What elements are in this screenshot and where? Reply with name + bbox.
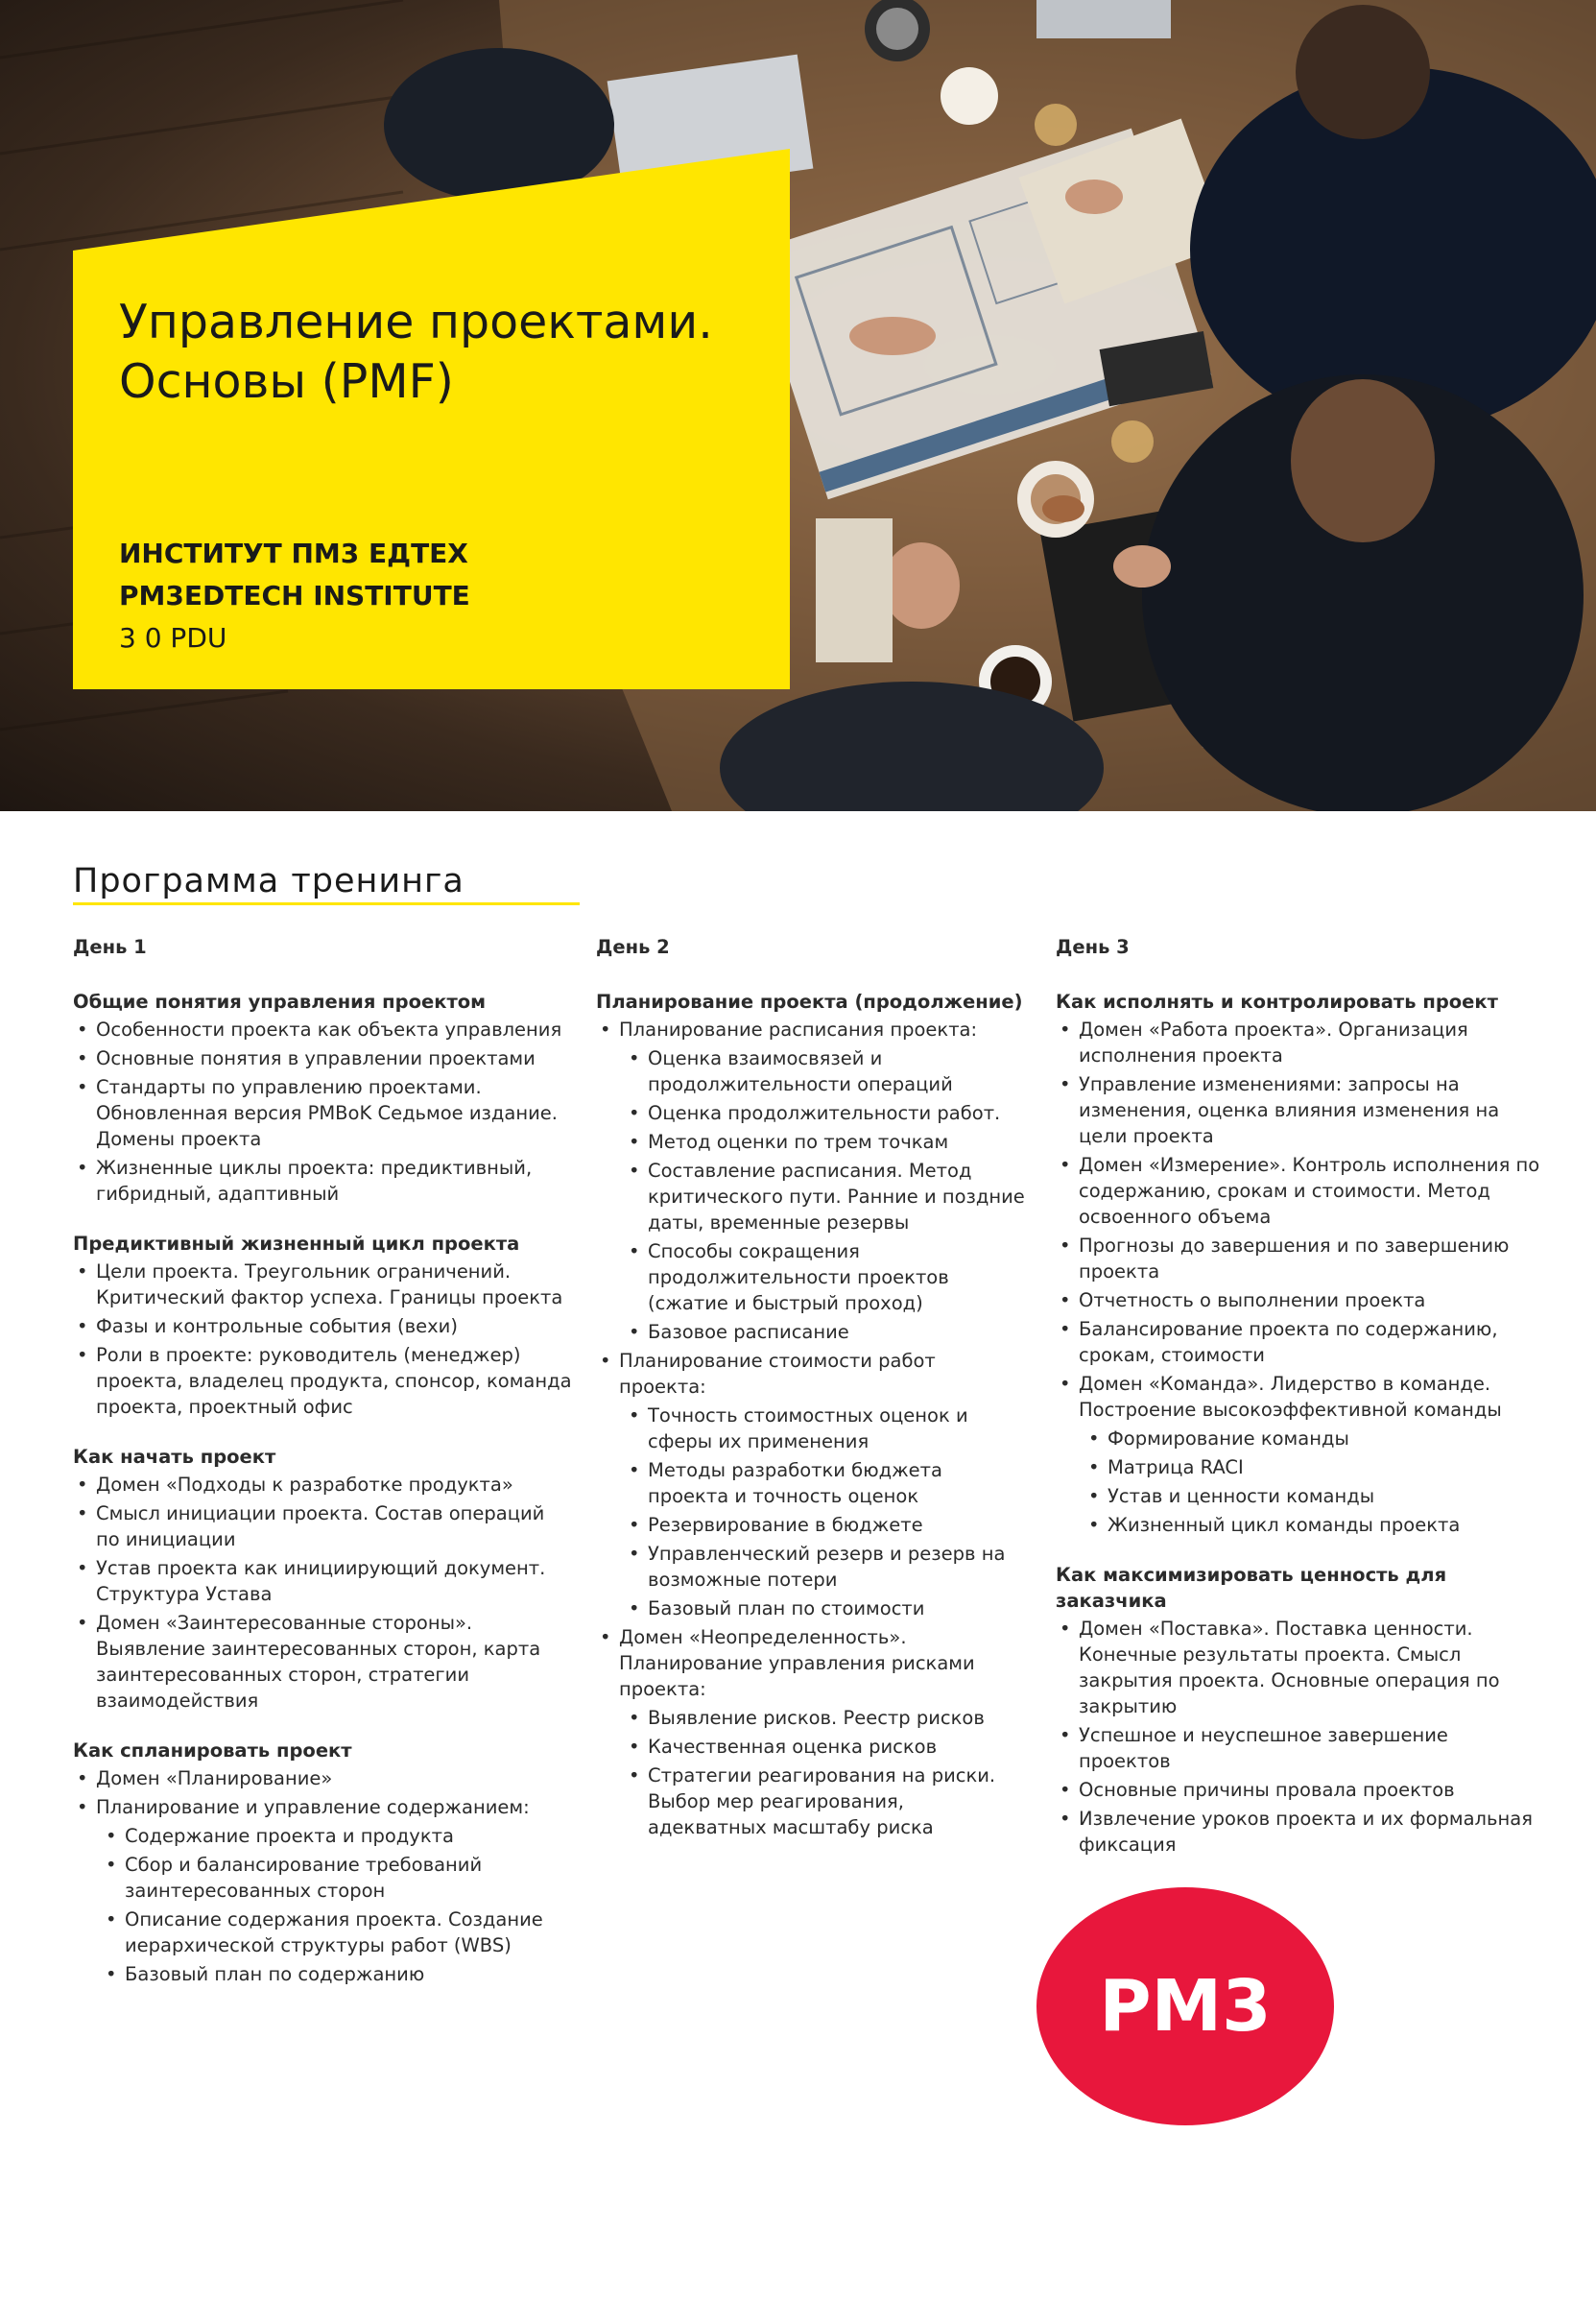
sub-list-item: • Формирование команды [1108, 1426, 1545, 1451]
list-item-text: Домен «Планирование» [96, 1767, 333, 1789]
list-item-text: Домен «Команда». Лидерство в команде. Построение высокоэффективной команды [1079, 1373, 1502, 1421]
list-item-text: Смысл инициации проекта. Состав операций по инициации [96, 1502, 545, 1550]
list-item-text: Домен «Измерение». Контроль исполнения по содержанию, срокам и стоимости. Метод освоенного объема [1079, 1154, 1540, 1228]
section-title: Как начать проект [73, 1446, 276, 1468]
sub-list-item: • Оценка продолжительности работ. [648, 1100, 1028, 1126]
sub-list-item: • Базовый план по стоимости [648, 1595, 1028, 1621]
sub-list [619, 1045, 1028, 1345]
list-item [1079, 1287, 1545, 1313]
bullet-list [73, 1472, 572, 1714]
sub-list [96, 1823, 572, 1987]
sub-list-item: • Жизненный цикл команды проекта [1108, 1512, 1545, 1538]
bullet-list [73, 1765, 572, 1987]
list-item [619, 1017, 1028, 1345]
list-item [1079, 1233, 1545, 1284]
day-column [1056, 934, 1545, 1860]
sub-list-item: • Базовое расписание [648, 1319, 1028, 1345]
sub-list [619, 1705, 1028, 1840]
program-title-underline [73, 902, 580, 905]
sub-list-item: • Качественная оценка рисков [648, 1734, 1028, 1760]
list-item-text: Домен «Неопределенность». Планирование управления рисками проекта: [619, 1626, 975, 1700]
day-heading: День 2 [596, 936, 670, 958]
bullet-list [73, 1259, 572, 1420]
list-item-text: Планирование и управление содержанием: [96, 1796, 530, 1818]
section-title: Предиктивный жизненный цикл проекта [73, 1233, 520, 1255]
hero-photo [0, 0, 1596, 811]
list-item [96, 1472, 572, 1498]
page-title [119, 293, 752, 412]
list-item [1079, 1371, 1545, 1538]
list-item-text: Прогнозы до завершения и по завершению проекта [1079, 1235, 1510, 1283]
list-item [619, 1348, 1028, 1621]
section-title: Общие понятия управления проектом [73, 991, 487, 1013]
list-item [96, 1259, 572, 1310]
sub-list-item: • Оценка взаимосвязей и продолжительности операций [648, 1045, 1028, 1097]
list-item [1079, 1017, 1545, 1068]
list-item [96, 1045, 572, 1071]
sub-list-item: • Сбор и балансирование требований заинтересованных сторон [125, 1852, 572, 1904]
list-item [96, 1017, 572, 1043]
list-item [96, 1342, 572, 1420]
list-item-text: Устав проекта как инициирующий документ. Структура Устава [96, 1557, 546, 1605]
list-item-text: Стандарты по управлению проектами. Обновленная версия PMBoK Седьмое издание. Домены проекта [96, 1076, 558, 1150]
list-item-text: Цели проекта. Треугольник ограничений. Критический фактор успеха. Границы проекта [96, 1260, 563, 1308]
program-title: Программа тренинга [73, 862, 465, 900]
day-heading: День 1 [73, 936, 147, 958]
title-panel [73, 149, 790, 689]
list-item [1079, 1071, 1545, 1149]
sub-list [1079, 1426, 1545, 1538]
list-item [1079, 1777, 1545, 1803]
institute-ru: ИНСТИТУТ ПМ3 ЕДТЕХ [119, 538, 468, 569]
logo-text: PM3 [1099, 1965, 1272, 2048]
list-item [1079, 1616, 1545, 1719]
list-item-text: Домен «Заинтересованные стороны». Выявление заинтересованных сторон, карта заинтересованных сторон, стратегии взаимодействия [96, 1612, 541, 1712]
section-title: Планирование проекта (продолжение) [596, 991, 1023, 1013]
list-item [619, 1624, 1028, 1840]
list-item-text: Основные понятия в управлении проектами [96, 1047, 536, 1069]
list-item [96, 1610, 572, 1714]
sub-list-item: • Базовый план по содержанию [125, 1961, 572, 1987]
section-title: Как исполнять и контролировать проект [1056, 991, 1498, 1013]
list-item [96, 1555, 572, 1607]
list-item-text: Жизненные циклы проекта: предиктивный, гибридный, адаптивный [96, 1157, 533, 1205]
sub-list-item: • Устав и ценности команды [1108, 1483, 1545, 1509]
pm3-logo [1036, 1886, 1334, 2126]
sub-list-item: • Описание содержания проекта. Создание иерархической структуры работ (WBS) [125, 1906, 572, 1958]
sub-list-item: • Резервирование в бюджете [648, 1512, 1028, 1538]
sub-list-item: • Способы сокращения продолжительности проектов (сжатие и быстрый проход) [648, 1238, 1028, 1316]
list-item-text: Планирование расписания проекта: [619, 1019, 978, 1041]
list-item-text: Роли в проекте: руководитель (менеджер) проекта, владелец продукта, спонсор, команда проекта, проектный офис [96, 1344, 572, 1418]
list-item-text: Успешное и неуспешное завершение проектов [1079, 1724, 1448, 1772]
sub-list [619, 1403, 1028, 1621]
list-item [1079, 1806, 1545, 1858]
list-item [96, 1500, 572, 1552]
day-heading: День 3 [1056, 936, 1130, 958]
list-item-text: Извлечение уроков проекта и их формальная фиксация [1079, 1808, 1533, 1856]
bullet-list [73, 1017, 572, 1207]
list-item-text: Управление изменениями: запросы на изменения, оценка влияния изменения на цели проекта [1079, 1073, 1500, 1147]
list-item-text: Домен «Работа проекта». Организация исполнения проекта [1079, 1019, 1468, 1067]
institute-en: PM3EDTECH INSTITUTE [119, 580, 470, 611]
list-item-text: Основные причины провала проектов [1079, 1779, 1455, 1801]
sub-list-item: • Точность стоимостных оценок и сферы их применения [648, 1403, 1028, 1454]
bullet-list [1056, 1616, 1545, 1858]
sub-list-item: • Выявление рисков. Реестр рисков [648, 1705, 1028, 1731]
list-item [96, 1313, 572, 1339]
bullet-list [1056, 1017, 1545, 1538]
bullet-list [596, 1017, 1028, 1840]
list-item-text: Отчетность о выполнении проекта [1079, 1289, 1426, 1311]
sub-list-item: • Составление расписания. Метод критического пути. Ранние и поздние даты, временные резервы [648, 1158, 1028, 1235]
list-item [96, 1074, 572, 1152]
list-item-text: Фазы и контрольные события (вехи) [96, 1315, 458, 1337]
sub-list-item: • Стратегии реагирования на риски. Выбор мер реагирования, адекватных масштабу риска [648, 1762, 1028, 1840]
title-line-2: Основы (PMF) [119, 354, 454, 409]
title-line-1: Управление проектами. [119, 295, 713, 349]
section-title: Как спланировать проект [73, 1739, 352, 1762]
list-item [1079, 1152, 1545, 1230]
list-item [96, 1155, 572, 1207]
sub-list-item: • Метод оценки по трем точкам [648, 1129, 1028, 1155]
list-item [1079, 1722, 1545, 1774]
day-column [73, 934, 572, 1990]
pdu-count: 3 0 PDU [119, 622, 227, 654]
list-item-text: Планирование стоимости работ проекта: [619, 1350, 936, 1398]
list-item-text: Домен «Подходы к разработке продукта» [96, 1474, 513, 1496]
list-item [96, 1794, 572, 1987]
list-item-text: Домен «Поставка». Поставка ценности. Конечные результаты проекта. Смысл закрытия проекта. Основные операция по закрытию [1079, 1618, 1500, 1717]
sub-list-item: • Управленческий резерв и резерв на возможные потери [648, 1541, 1028, 1593]
list-item-text: Особенности проекта как объекта управления [96, 1019, 562, 1041]
section-title: Как максимизировать ценность для заказчика [1056, 1564, 1447, 1612]
day-column [596, 934, 1028, 1843]
sub-list-item: • Методы разработки бюджета проекта и точность оценок [648, 1457, 1028, 1509]
list-item-text: Балансирование проекта по содержанию, срокам, стоимости [1079, 1318, 1498, 1366]
list-item [96, 1765, 572, 1791]
sub-list-item: • Содержание проекта и продукта [125, 1823, 572, 1849]
sub-list-item: • Матрица RACI [1108, 1454, 1545, 1480]
list-item [1079, 1316, 1545, 1368]
institute-block [119, 533, 470, 659]
